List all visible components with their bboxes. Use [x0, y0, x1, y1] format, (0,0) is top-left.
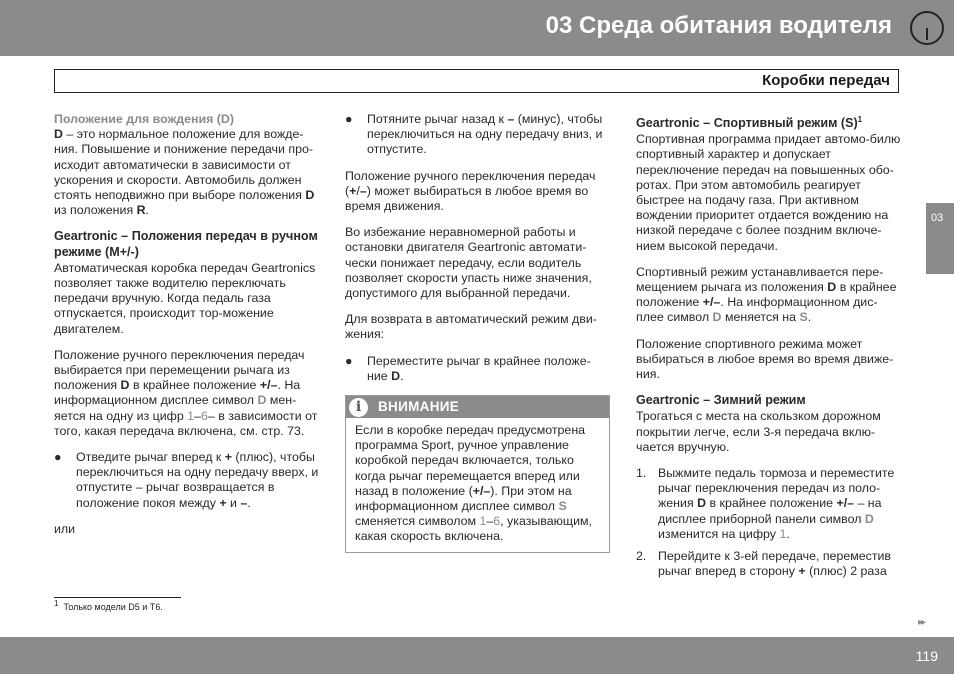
section-title: Коробки передач: [762, 72, 890, 89]
warning-title: ВНИМАНИЕ: [378, 399, 460, 415]
bullet-dot: ●: [345, 353, 353, 368]
sport-mode-heading: Geartronic – Спортивный режим $(S)^1$: [636, 114, 863, 130]
warning-text: Если в коробке передач предусмотрена программа Sport, ручное управление коробкой передач включается, только когда рычаг перемещается вперед или назад в положение (+/–). При этом на информационном дисплее символ S сменяется символом 1–6, указывающим, какая скорость включена.: [355, 423, 592, 544]
footnote-divider: [54, 597, 181, 598]
winter-mode-heading: Geartronic – Зимний режим: [636, 393, 806, 408]
chapter-side-tab: [926, 203, 954, 274]
step-1: 1. Выжмите педаль тормоза и переместите рычаг переключения передач из поло-жения D в крайнее положение +/– – на дисплее приборной панели символ D изменится на цифру 1.: [636, 466, 895, 541]
continue-arrows-icon: ▸▸: [918, 617, 925, 628]
column-3: [636, 116, 901, 586]
footnote: $^1$ Только модели D5 и T6.: [54, 599, 163, 612]
manual-mode-text: Автоматическая коробка передач Geartronics позволяет также водителю переключать передачи вручную. Когда педаль газа отпускается, происходит тор-можение двигателем.: [54, 260, 316, 336]
bullet-dot: ●: [54, 450, 62, 465]
chapter-header-bar: [0, 0, 954, 56]
chapter-title: 03 Среда обитания водителя: [545, 12, 892, 39]
step-number: 2.: [636, 549, 647, 564]
manual-mode-heading: Geartronic – Положения передач в ручном режиме (M+/-): [54, 229, 318, 259]
warning-box: [345, 395, 610, 553]
sport-mode-text: Спортивная программа придает автомо-билю спортивный характер и допускает переключение передач на повышенных обо-ротах. При этом автомобиль реагирует быстрее на подачу газа. При активном вождении приоритет отдается вождению на низкой передаче с более поздним включе-нием высокой передачи.: [636, 132, 901, 253]
or-text: или: [54, 521, 76, 536]
winter-mode-text: Трогаться с места на скользком дорожном покрытии легче, если 3-я передача вклю-чается вручную.: [636, 409, 881, 454]
column-1: [54, 112, 319, 537]
shift-up-bullet: ● Отведите рычаг вперед к + (плюс), чтобы переключиться на одну передачу вверх, и отпустите – рычаг возвращается в положение покоя между + и –.: [54, 450, 319, 510]
auto-downshift-text: Во избежание неравномерной работы и остановки двигателя Geartronic автомати-чески понижает передачу, если водитель позволяет скорости упасть ниже значения, допустимого для выбранной передачи.: [345, 225, 592, 301]
drive-position-heading: Положение для вождения (D): [54, 112, 235, 126]
chapter-side-tab-label: 03: [931, 212, 944, 224]
manual-select-text: Положение ручного переключения передач выбирается при перемещении рычага из положения D в крайнее положение +/–. На информационном дисплее символ D мен-яется на одну из цифр 1–6– в зависимости от того, какая передача включена, см. стр. 73.: [54, 347, 318, 438]
section-title-box: [54, 69, 899, 93]
move-lever-bullet: ● Переместите рычаг в крайнее положе-ние D.: [345, 353, 591, 383]
manual-anytime-text: Положение ручного переключения передач (+/–) может выбираться в любое время во время движения.: [345, 168, 596, 214]
footer-bar: [0, 637, 954, 674]
gauge-icon: [908, 9, 946, 47]
page-number: 119: [915, 648, 938, 664]
column-2: [345, 112, 610, 553]
step-number: 1.: [636, 466, 647, 481]
info-icon: i: [349, 398, 368, 417]
return-auto-text: Для возврата в автоматический режим дви-жения:: [345, 312, 597, 342]
drive-position-text: D – это нормальное положение для вожде-ния. Повышение и понижение передачи про-исходит автоматически в зависимости от ускорения и скорости. Автомобиль должен стоять неподвижно при выборе положения D из положения R.: [54, 127, 315, 218]
step-2: 2. Перейдите к 3-ей передаче, переместив рычаг вперед в сторону + (плюс) 2 раза: [636, 549, 892, 579]
warning-header: [346, 396, 609, 418]
sport-select-text: Спортивный режим устанавливается пере-мещением рычага из положения D в крайнее положение +/–. На информационном дис-плее символ D меняется на S.: [636, 264, 897, 325]
sport-anytime-text: Положение спортивного режима может выбираться в любое время во время движе-ния.: [636, 336, 894, 382]
shift-down-bullet: ● Потяните рычаг назад к – (минус), чтобы переключиться на одну передачу вниз, и отпустите.: [345, 112, 603, 157]
bullet-dot: ●: [345, 112, 353, 126]
